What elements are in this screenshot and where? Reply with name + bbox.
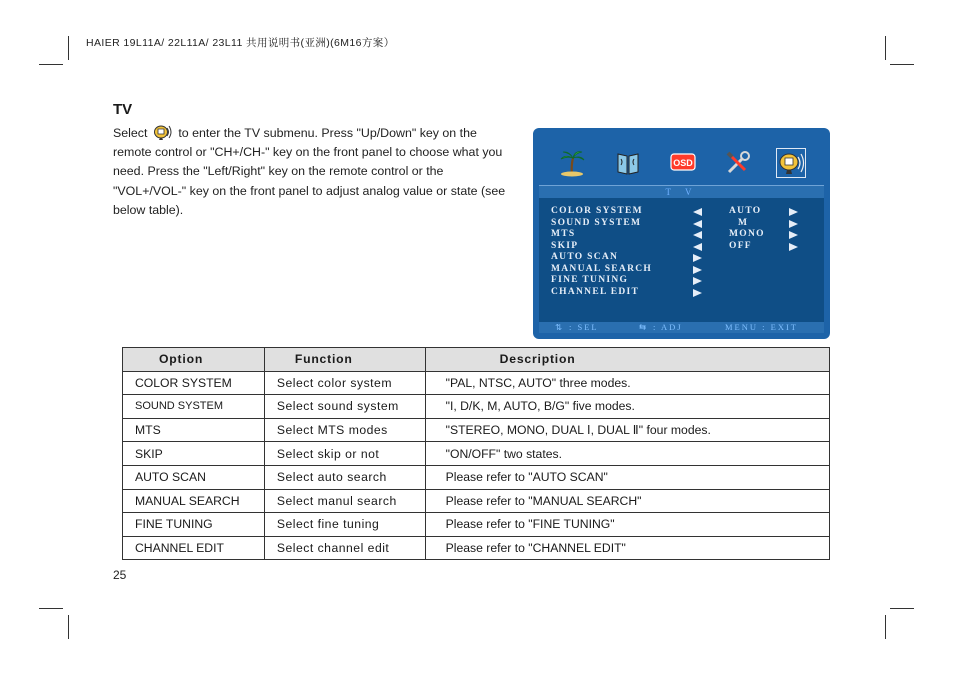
function-cell: Select MTS modes	[264, 418, 425, 442]
crop-mark	[890, 608, 914, 609]
function-cell: Select manul search	[264, 489, 425, 513]
intro-text-after: to enter the TV submenu. Press "Up/Down" key on the remote control or "CH+/CH-" key on the front panel to choose what you need. Press the "Left/Right" key on the remote control or the "VOL+/VOL-" key on the front panel to adjust analog value or state (see below table).	[113, 126, 506, 217]
arrow-right-icon[interactable]	[693, 254, 702, 262]
column-header-function: Function	[264, 348, 425, 372]
page-header: HAIER 19L11A/ 22L11A/ 23L11 共用说明书(亚洲)(6M16方案）	[86, 37, 395, 49]
arrow-right-icon[interactable]	[789, 208, 798, 216]
column-header-option: Option	[123, 348, 265, 372]
column-header-description: Description	[425, 348, 829, 372]
arrow-right-icon[interactable]	[693, 277, 702, 285]
crop-mark	[39, 64, 63, 65]
osd-footer-exit: MENU : EXIT	[725, 322, 798, 332]
option-cell: MTS	[123, 418, 265, 442]
description-cell: "I, D/K, M, AUTO, B/G" five modes.	[425, 395, 829, 419]
function-cell: Select sound system	[264, 395, 425, 419]
osd-item-value: OFF	[729, 240, 752, 251]
description-cell: Please refer to "FINE TUNING"	[425, 513, 829, 537]
table-row	[123, 489, 830, 513]
osd-item-label[interactable]: SKIP	[551, 240, 579, 251]
description-cell: "PAL, NTSC, AUTO" three modes.	[425, 371, 829, 395]
option-cell: COLOR SYSTEM	[123, 371, 265, 395]
osd-item-label[interactable]: AUTO SCAN	[551, 252, 619, 262]
osd-menu-panel	[533, 128, 830, 339]
up-down-icon: ⇅	[555, 322, 565, 332]
table-row	[123, 442, 830, 466]
table-row	[123, 536, 830, 560]
crop-mark	[68, 36, 69, 60]
table-row	[123, 513, 830, 537]
description-cell: "ON/OFF" two states.	[425, 442, 829, 466]
osd-badge-label: OSD	[673, 158, 693, 168]
osd-item-label[interactable]: SOUND SYSTEM	[551, 217, 642, 228]
description-cell: Please refer to "MANUAL SEARCH"	[425, 489, 829, 513]
table-row	[123, 371, 830, 395]
osd-footer	[539, 322, 824, 334]
osd-item-value: M	[738, 217, 749, 228]
section-title: TV	[113, 101, 133, 118]
description-cell: Please refer to "CHANNEL EDIT"	[425, 536, 829, 560]
option-cell: SKIP	[123, 442, 265, 466]
osd-item-label[interactable]: CHANNEL EDIT	[551, 286, 640, 297]
arrow-right-icon[interactable]	[789, 220, 798, 228]
intro-text-before: Select	[113, 126, 148, 140]
osd-item-label[interactable]: COLOR SYSTEM	[551, 206, 643, 216]
option-cell: CHANNEL EDIT	[123, 536, 265, 560]
osd-item-label[interactable]: FINE TUNING	[551, 275, 629, 285]
osd-item-label[interactable]: MTS	[551, 229, 576, 239]
description-cell: Please refer to "AUTO SCAN"	[425, 465, 829, 489]
osd-icon	[668, 148, 698, 178]
intro-paragraph	[113, 124, 513, 220]
arrow-left-icon[interactable]	[693, 243, 702, 251]
description-cell: "STEREO, MONO, DUAL Ⅰ, DUAL Ⅱ" four modes.	[425, 418, 829, 442]
left-right-icon: ⇆	[639, 322, 649, 332]
crop-mark	[39, 608, 63, 609]
function-cell: Select auto search	[264, 465, 425, 489]
function-cell: Select channel edit	[264, 536, 425, 560]
function-cell: Select color system	[264, 371, 425, 395]
table-header-row	[123, 348, 830, 372]
osd-tab-label: T V	[665, 187, 698, 197]
osd-item-value: MONO	[729, 229, 765, 239]
table-row	[123, 395, 830, 419]
table-row	[123, 418, 830, 442]
arrow-left-icon[interactable]	[693, 220, 702, 228]
arrow-right-icon[interactable]	[693, 266, 702, 274]
function-cell: Select fine tuning	[264, 513, 425, 537]
arrow-right-icon[interactable]	[693, 289, 702, 297]
tools-icon	[723, 148, 753, 178]
arrow-left-icon[interactable]	[693, 208, 702, 216]
option-cell: SOUND SYSTEM	[123, 395, 265, 419]
arrow-right-icon[interactable]	[789, 243, 798, 251]
crop-mark	[885, 36, 886, 60]
option-cell: AUTO SCAN	[123, 465, 265, 489]
tv-options-table	[122, 347, 830, 560]
osd-item-label[interactable]: MANUAL SEARCH	[551, 263, 653, 274]
arrow-left-icon[interactable]	[693, 231, 702, 239]
page-number: 25	[113, 568, 127, 582]
option-cell: FINE TUNING	[123, 513, 265, 537]
osd-footer-sel: : SEL	[569, 322, 599, 332]
tv-speaker-icon	[153, 124, 173, 141]
crop-mark	[68, 615, 69, 639]
crop-mark	[890, 64, 914, 65]
audio-book-icon	[613, 148, 643, 178]
table-row	[123, 465, 830, 489]
arrow-right-icon[interactable]	[789, 231, 798, 239]
crop-mark	[885, 615, 886, 639]
picture-palm-icon	[557, 148, 587, 178]
osd-item-list	[539, 198, 824, 322]
tv-speaker-icon	[776, 148, 806, 178]
osd-submenu	[539, 185, 824, 333]
function-cell: Select skip or not	[264, 442, 425, 466]
osd-item-value: AUTO	[729, 206, 762, 216]
option-cell: MANUAL SEARCH	[123, 489, 265, 513]
osd-footer-adj: : ADJ	[653, 322, 683, 332]
